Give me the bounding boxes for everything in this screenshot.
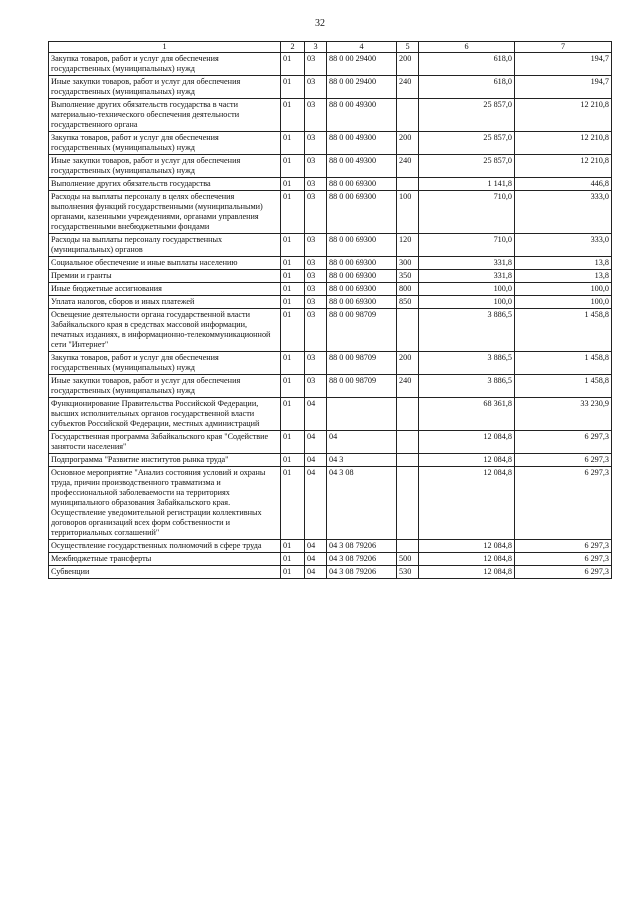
row-section: 01 (281, 178, 305, 191)
table-row (49, 566, 612, 579)
row-section: 01 (281, 566, 305, 579)
table-row (49, 467, 612, 540)
row-expense-type (397, 178, 419, 191)
row-section: 01 (281, 132, 305, 155)
row-plan-amount: 25 857,0 (419, 132, 515, 155)
row-subsection: 03 (305, 375, 327, 398)
row-subsection: 03 (305, 155, 327, 178)
row-plan-amount: 331,8 (419, 257, 515, 270)
table-row (49, 540, 612, 553)
row-section: 01 (281, 352, 305, 375)
row-name: Иные закупки товаров, работ и услуг для обеспечения государственных (муниципальных) нужд (49, 76, 281, 99)
row-section: 01 (281, 398, 305, 431)
row-plan-amount: 100,0 (419, 296, 515, 309)
row-target-article: 88 0 00 69300 (327, 296, 397, 309)
row-name: Государственная программа Забайкальского края "Содействие занятости населения" (49, 431, 281, 454)
row-section: 01 (281, 553, 305, 566)
row-target-article: 88 0 00 98709 (327, 352, 397, 375)
row-actual-amount: 194,7 (515, 76, 612, 99)
row-actual-amount: 6 297,3 (515, 467, 612, 540)
row-plan-amount: 710,0 (419, 191, 515, 234)
row-name: Закупка товаров, работ и услуг для обеспечения государственных (муниципальных) нужд (49, 53, 281, 76)
row-section: 01 (281, 76, 305, 99)
row-actual-amount: 12 210,8 (515, 155, 612, 178)
table-row (49, 454, 612, 467)
row-target-article: 04 3 08 79206 (327, 553, 397, 566)
row-target-article: 04 3 (327, 454, 397, 467)
row-name: Уплата налогов, сборов и иных платежей (49, 296, 281, 309)
row-plan-amount: 3 886,5 (419, 309, 515, 352)
table-row (49, 178, 612, 191)
row-expense-type (397, 431, 419, 454)
row-actual-amount: 6 297,3 (515, 553, 612, 566)
table-row (49, 352, 612, 375)
row-target-article: 88 0 00 69300 (327, 178, 397, 191)
row-plan-amount: 331,8 (419, 270, 515, 283)
row-expense-type: 530 (397, 566, 419, 579)
row-target-article: 88 0 00 29400 (327, 76, 397, 99)
table-row (49, 431, 612, 454)
row-actual-amount: 12 210,8 (515, 132, 612, 155)
row-plan-amount: 3 886,5 (419, 375, 515, 398)
row-plan-amount: 25 857,0 (419, 99, 515, 132)
row-subsection: 03 (305, 178, 327, 191)
table-row (49, 375, 612, 398)
row-plan-amount: 68 361,8 (419, 398, 515, 431)
row-target-article: 88 0 00 69300 (327, 270, 397, 283)
row-actual-amount: 100,0 (515, 296, 612, 309)
row-expense-type: 850 (397, 296, 419, 309)
table-row (49, 99, 612, 132)
row-target-article: 88 0 00 98709 (327, 309, 397, 352)
row-name: Расходы на выплаты персоналу государственных (муниципальных) органов (49, 234, 281, 257)
row-expense-type: 350 (397, 270, 419, 283)
row-subsection: 04 (305, 431, 327, 454)
row-name: Социальное обеспечение и иные выплаты населению (49, 257, 281, 270)
row-actual-amount: 1 458,8 (515, 352, 612, 375)
row-target-article: 04 3 08 79206 (327, 566, 397, 579)
row-target-article (327, 398, 397, 431)
row-expense-type: 120 (397, 234, 419, 257)
row-actual-amount: 33 230,9 (515, 398, 612, 431)
table-row (49, 283, 612, 296)
header-cell: 2 (281, 42, 305, 53)
row-section: 01 (281, 454, 305, 467)
header-cell: 3 (305, 42, 327, 53)
row-subsection: 04 (305, 467, 327, 540)
row-expense-type (397, 454, 419, 467)
row-subsection: 03 (305, 99, 327, 132)
row-subsection: 04 (305, 454, 327, 467)
row-name: Иные закупки товаров, работ и услуг для обеспечения государственных (муниципальных) нужд (49, 155, 281, 178)
table-row (49, 257, 612, 270)
header-cell: 1 (49, 42, 281, 53)
row-name: Субвенции (49, 566, 281, 579)
row-section: 01 (281, 155, 305, 178)
table-row (49, 76, 612, 99)
row-target-article: 88 0 00 69300 (327, 234, 397, 257)
row-section: 01 (281, 99, 305, 132)
row-expense-type: 240 (397, 155, 419, 178)
table-row (49, 155, 612, 178)
row-subsection: 03 (305, 296, 327, 309)
row-actual-amount: 6 297,3 (515, 540, 612, 553)
row-plan-amount: 100,0 (419, 283, 515, 296)
row-actual-amount: 13,8 (515, 270, 612, 283)
row-target-article: 88 0 00 49300 (327, 132, 397, 155)
row-plan-amount: 25 857,0 (419, 155, 515, 178)
table-row (49, 296, 612, 309)
row-actual-amount: 1 458,8 (515, 309, 612, 352)
row-target-article: 04 3 08 (327, 467, 397, 540)
row-expense-type (397, 99, 419, 132)
row-actual-amount: 12 210,8 (515, 99, 612, 132)
row-plan-amount: 12 084,8 (419, 540, 515, 553)
row-actual-amount: 13,8 (515, 257, 612, 270)
row-target-article: 88 0 00 69300 (327, 257, 397, 270)
row-subsection: 03 (305, 234, 327, 257)
row-plan-amount: 12 084,8 (419, 467, 515, 540)
row-expense-type (397, 467, 419, 540)
row-target-article: 88 0 00 29400 (327, 53, 397, 76)
row-name: Осуществление государственных полномочий в сфере труда (49, 540, 281, 553)
row-target-article: 88 0 00 49300 (327, 155, 397, 178)
row-name: Подпрограмма "Развитие институтов рынка труда" (49, 454, 281, 467)
row-subsection: 04 (305, 566, 327, 579)
row-name: Премии и гранты (49, 270, 281, 283)
row-actual-amount: 6 297,3 (515, 566, 612, 579)
header-cell: 7 (515, 42, 612, 53)
row-section: 01 (281, 191, 305, 234)
row-section: 01 (281, 375, 305, 398)
row-actual-amount: 333,0 (515, 191, 612, 234)
row-plan-amount: 12 084,8 (419, 454, 515, 467)
table-row (49, 132, 612, 155)
row-target-article: 88 0 00 69300 (327, 191, 397, 234)
budget-table (48, 41, 612, 579)
row-name: Межбюджетные трансферты (49, 553, 281, 566)
row-expense-type: 800 (397, 283, 419, 296)
table-row (49, 191, 612, 234)
row-expense-type: 200 (397, 352, 419, 375)
row-actual-amount: 446,8 (515, 178, 612, 191)
row-section: 01 (281, 257, 305, 270)
row-name: Закупка товаров, работ и услуг для обеспечения государственных (муниципальных) нужд (49, 352, 281, 375)
header-cell: 6 (419, 42, 515, 53)
row-name: Расходы на выплаты персоналу в целях обеспечения выполнения функций государственными (муниципальными) органами, казенными учреждениями, органами управления государственными внебюджетными фондами (49, 191, 281, 234)
row-subsection: 03 (305, 309, 327, 352)
row-subsection: 03 (305, 283, 327, 296)
row-section: 01 (281, 53, 305, 76)
table-row (49, 270, 612, 283)
table-row (49, 398, 612, 431)
row-actual-amount: 1 458,8 (515, 375, 612, 398)
row-expense-type: 500 (397, 553, 419, 566)
row-expense-type: 200 (397, 53, 419, 76)
row-section: 01 (281, 296, 305, 309)
row-expense-type: 240 (397, 76, 419, 99)
header-row (49, 42, 612, 53)
row-expense-type: 200 (397, 132, 419, 155)
row-section: 01 (281, 309, 305, 352)
row-subsection: 03 (305, 53, 327, 76)
row-section: 01 (281, 431, 305, 454)
row-name: Функционирование Правительства Российской Федерации, высших исполнительных органов государственной власти субъектов Российской Федерации, местных администраций (49, 398, 281, 431)
header-cell: 4 (327, 42, 397, 53)
row-section: 01 (281, 540, 305, 553)
row-expense-type: 240 (397, 375, 419, 398)
row-actual-amount: 6 297,3 (515, 454, 612, 467)
row-subsection: 03 (305, 132, 327, 155)
row-target-article: 04 (327, 431, 397, 454)
row-subsection: 04 (305, 398, 327, 431)
row-name: Основное мероприятие "Анализ состояния условий и охраны труда, причин производственного травматизма и профессиональной заболеваемости на территориях муниципального образования Забайкальского края. Осуществление уведомительной регистрации коллективных договоров организаций всех форм собственности и территориальных соглашений" (49, 467, 281, 540)
row-plan-amount: 618,0 (419, 53, 515, 76)
row-actual-amount: 6 297,3 (515, 431, 612, 454)
row-name: Выполнение других обязательств государства в части материально-технического обеспечения деятельности государственного органа (49, 99, 281, 132)
row-expense-type (397, 309, 419, 352)
row-actual-amount: 194,7 (515, 53, 612, 76)
table-row (49, 309, 612, 352)
row-plan-amount: 1 141,8 (419, 178, 515, 191)
row-name: Иные закупки товаров, работ и услуг для обеспечения государственных (муниципальных) нужд (49, 375, 281, 398)
row-name: Выполнение других обязательств государства (49, 178, 281, 191)
row-target-article: 04 3 08 79206 (327, 540, 397, 553)
header-cell: 5 (397, 42, 419, 53)
row-actual-amount: 333,0 (515, 234, 612, 257)
page-number: 32 (315, 18, 325, 29)
row-subsection: 04 (305, 540, 327, 553)
row-expense-type: 300 (397, 257, 419, 270)
row-subsection: 03 (305, 352, 327, 375)
row-target-article: 88 0 00 49300 (327, 99, 397, 132)
row-section: 01 (281, 283, 305, 296)
row-subsection: 04 (305, 553, 327, 566)
row-subsection: 03 (305, 270, 327, 283)
row-plan-amount: 618,0 (419, 76, 515, 99)
row-subsection: 03 (305, 191, 327, 234)
row-expense-type: 100 (397, 191, 419, 234)
row-name: Закупка товаров, работ и услуг для обеспечения государственных (муниципальных) нужд (49, 132, 281, 155)
table-row (49, 53, 612, 76)
row-actual-amount: 100,0 (515, 283, 612, 296)
row-plan-amount: 12 084,8 (419, 431, 515, 454)
row-target-article: 88 0 00 98709 (327, 375, 397, 398)
row-section: 01 (281, 270, 305, 283)
row-plan-amount: 3 886,5 (419, 352, 515, 375)
row-section: 01 (281, 467, 305, 540)
row-section: 01 (281, 234, 305, 257)
row-expense-type (397, 398, 419, 431)
table-row (49, 234, 612, 257)
row-name: Иные бюджетные ассигнования (49, 283, 281, 296)
row-target-article: 88 0 00 69300 (327, 283, 397, 296)
table-row (49, 553, 612, 566)
row-plan-amount: 12 084,8 (419, 553, 515, 566)
row-plan-amount: 12 084,8 (419, 566, 515, 579)
row-expense-type (397, 540, 419, 553)
row-subsection: 03 (305, 76, 327, 99)
row-plan-amount: 710,0 (419, 234, 515, 257)
row-subsection: 03 (305, 257, 327, 270)
row-name: Освещение деятельности органа государственной власти Забайкальского края в средствах массовой информации, печатных изданиях, в информационно-телекоммуникационной сети "Интернет" (49, 309, 281, 352)
